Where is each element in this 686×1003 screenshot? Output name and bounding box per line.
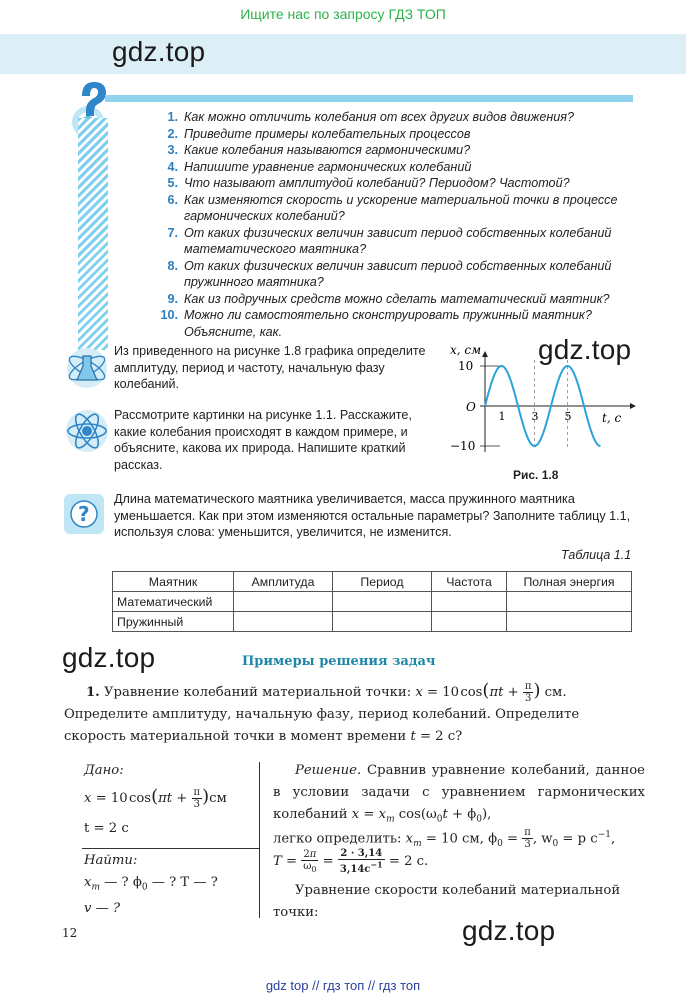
table-cell: Пружинный [113,612,234,632]
find-line-2: v — ? [84,901,121,916]
task-3-text: Длина математического маятника увеличивается, масса пружинного маятника уменьшается. Как при этом изменяются остальные параметры? Заполните таблицу 1.1, используя слова: уменьшится, увеличится, не изменится. [114,492,631,539]
x-axis-label: t, с [602,411,622,425]
table-cell[interactable] [333,612,432,632]
tick-label: 5 [564,410,572,423]
parameters-table [112,571,632,632]
table-cell[interactable] [432,612,507,632]
table-cell[interactable] [333,592,432,612]
given-time: t = 2 с [84,821,129,836]
column-header: Частота [432,572,507,592]
table-row [113,612,632,632]
divider [259,762,260,918]
task-1-text: Из приведенного на рисунке 1.8 графика определите амплитуду, период и частоту, начальную фазу колебаний. [114,344,426,391]
task-2-text: Рассмотрите картинки на рисунке 1.1. Расскажите, какие колебания происходят в каждом примере, и объясните, какова их природа. Напишите краткий рассказ. [114,408,412,472]
oscillation-graph [440,340,640,480]
question-list [154,109,644,340]
solution-values: легко определить: $x_m = 10$ см, $\phi_0$ = $\frac{\pi}{3}$ , $w_0 = p$ $c^{-1}$, [273,827,616,851]
column-header: Маятник [113,572,234,592]
list-item: 8. От каких физических величин зависит период собственных колебаний пружинного маятника? [167,258,612,289]
list-item: 4. Напишите уравнение гармонических колебаний [167,159,472,174]
problem-statement: 1. Уравнение колебаний материальной точки: x = 10 cos(πt + $\frac{\pi}{3}$ ) см. Определите амплитуду, начальную фазу, период колебаний. Определите скорость материальной точки в момент времени t = 2 с? [64,680,580,744]
table-header-row [113,572,632,592]
list-item: 2. Приведите примеры колебательных процессов [167,126,471,141]
divider [82,848,259,849]
questions-stripe [78,118,108,350]
watermark: gdz.top [112,36,206,67]
table-cell[interactable] [432,592,507,612]
watermark: gdz.top [538,334,632,365]
atom-icon [64,408,110,459]
lab-flask-icon [64,346,110,395]
table-cell[interactable] [234,592,333,612]
page-number: 12 [62,926,78,940]
watermark: gdz.top [62,642,156,673]
tick-label: 10 [458,359,474,373]
table-cell[interactable] [234,612,333,632]
solution-text: Решение. Сравнив уравнение колебаний, данное в условии задачи с уравнением гармонических колебаний $x = x_m$ $\cos(\omega_0t + \phi_0)$, [273,763,645,825]
list-item: 9. Как из подручных средств можно сделать математический маятник? [167,291,610,306]
question-icon [64,494,104,534]
watermark: gdz.top [462,915,556,946]
column-header: Период [333,572,432,592]
footer-links[interactable]: gdz top // гдз топ // гдз топ [265,978,421,993]
table-caption: Таблица 1.1 [561,548,632,562]
list-item: 1. Как можно отличить колебания от всех других видов движения? [167,110,574,124]
given-label: Дано: [84,763,124,778]
section-title: Примеры решения задач [242,654,436,669]
origin-label: O [466,400,476,414]
figure-caption: Рис. 1.8 [513,468,559,482]
list-item: 6. Как изменяются скорость и ускорение материальной точки в процессе гармонических колебаний? [167,192,618,223]
header-band [0,34,686,74]
table-row [113,592,632,612]
tick-label: 1 [498,410,506,423]
table-cell: Математический [113,592,234,612]
questions-rule [105,95,633,102]
column-header: Полная энергия [507,572,632,592]
y-axis-label: x, см [450,343,482,357]
table-cell[interactable] [507,592,632,612]
list-item: 5. Что называют амплитудой колебаний? Периодом? Частотой? [167,176,570,190]
list-item: 7. От каких физических величин зависит период собственных колебаний математического маятника? [167,225,612,256]
svg-text:?: ? [78,502,90,526]
tick-label: −10 [450,439,476,453]
table-cell[interactable] [507,612,632,632]
find-line-1: $x_m$ — ? $\phi_0$ — ? T — ? [84,875,218,893]
list-item: 3. Какие колебания называются гармоническими? [167,143,471,157]
solution-period: T = $\frac{2\pi}{\omega_0}$ = $\frac{2 \cdot 3,14}{3,14с^{-1}}$ = 2 с. [273,848,429,876]
column-header: Амплитуда [234,572,333,592]
top-banner[interactable]: Ищите нас по запросу ГДЗ ТОП [240,6,446,22]
tick-label: 3 [531,410,539,423]
solution-velocity: Уравнение скорости колебаний материальной точки: [273,883,621,920]
find-label: Найти: [84,853,138,868]
given-equation: x = 10 cos(πt + $\frac{\pi}{3}$ )см [84,786,227,810]
list-item: 10. Можно ли самостоятельно сконструировать пружинный маятник? Объясните, как. [160,308,592,339]
